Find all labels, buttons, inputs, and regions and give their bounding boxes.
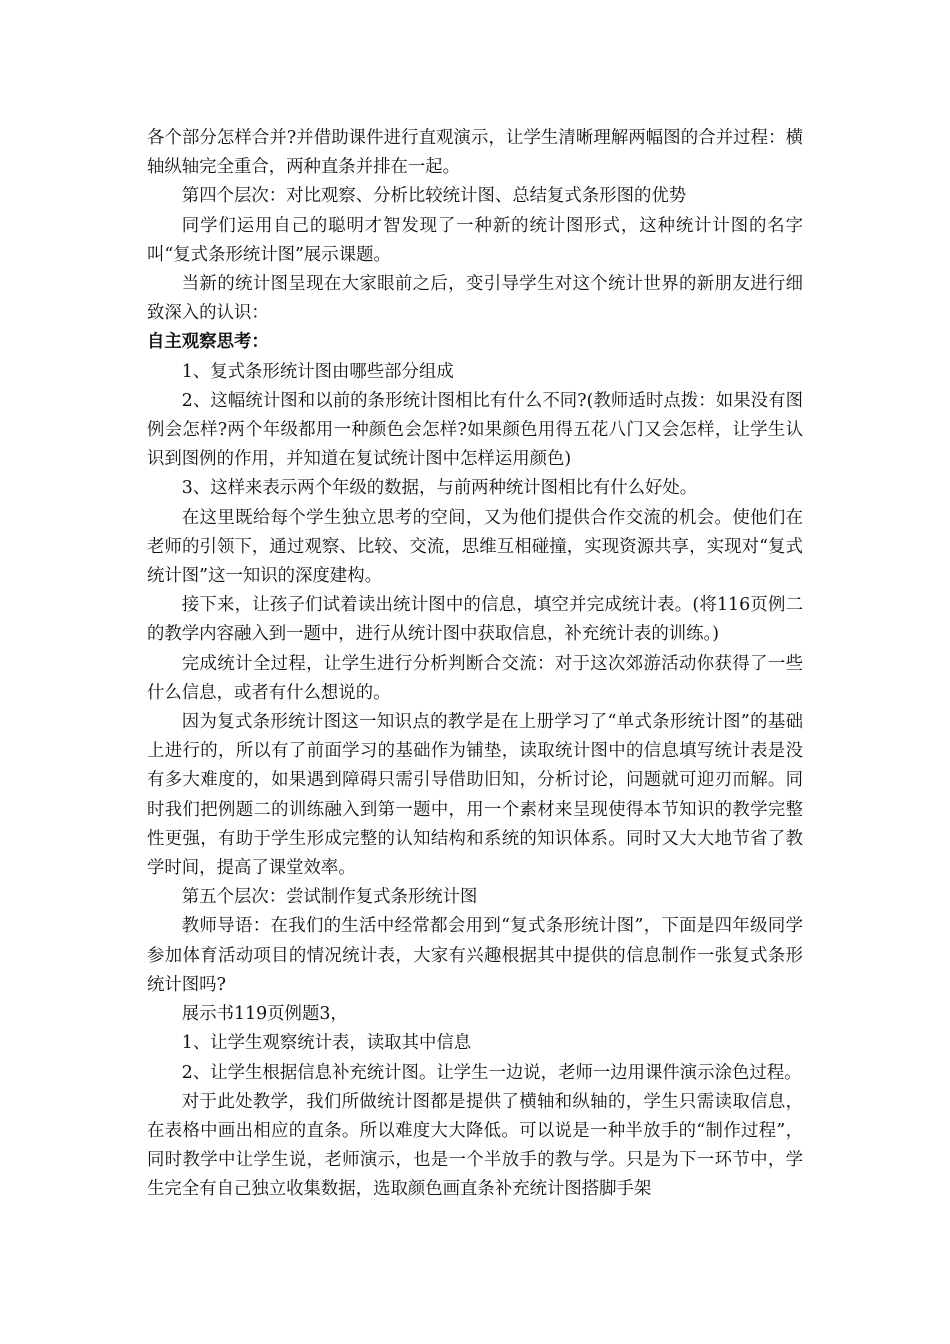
paragraph-step-1: 1、让学生观察统计表，读取其中信息 (181, 1033, 472, 1054)
paragraph-new-chart-name: 同学们运用自己的聪明才智发现了一种新的统计图形式，这种统计计图的名字叫“复式条形统计图”展示课题。 (147, 215, 803, 265)
paragraph-show-example: 展示书119页例题3， (181, 1004, 348, 1025)
paragraph-teacher-intro: 教师导语：在我们的生活中经常都会用到“复式条形统计图”，下面是四年级同学参加体育活动项目的情况统计表，大家有兴趣根据其中提供的信息制作一张复式条形统计图吗? (147, 916, 803, 995)
paragraph-cooperation: 在这里既给每个学生独立思考的空间，又为他们提供合作交流的机会。使他们在老师的引领下，通过观察、比较、交流，思维互相碰撞，实现资源共享，实现对“复式统计图”这一知识的深度建构。 (147, 507, 803, 587)
paragraph-complete-statistics: 完成统计全过程，让学生进行分析判断合交流：对于这次郊游活动你获得了一些什么信息，或者有什么想说的。 (147, 653, 803, 703)
paragraph-reasoning: 因为复式条形统计图这一知识点的教学是在上册学习了“单式条形统计图”的基础上进行的，所以有了前面学习的基础作为铺垫，读取统计图中的信息填写统计表是没有多大难度的，如果遇到障碍只需引导借助旧知，分析讨论，问题就可迎刃而解。同时我们把例题二的训练融入到第一题中，用一个素材来呈现使得本节知识的教学完整性更强，有助于学生形成完整的认知结构和系统的知识体系。同时又大大地节省了教学时间，提高了课堂效率。 (147, 712, 803, 879)
paragraph-question-1: 1、复式条形统计图由哪些部分组成 (181, 361, 454, 382)
paragraph-level-five: 第五个层次：尝试制作复式条形统计图 (181, 887, 478, 908)
paragraph-level-four: 第四个层次：对比观察、分析比较统计图、总结复式条形图的优势 (181, 186, 687, 207)
paragraph-question-2: 2、这幅统计图和以前的条形统计图相比有什么不同?(教师适时点拨：如果没有图例会怎样?两个年级都用一种颜色会怎样?如果颜色用得五花八门又会怎样，让学生认识到图例的作用，并知道在复试统计图中怎样运用颜色) (147, 390, 803, 470)
paragraph-guide-recognition: 当新的统计图呈现在大家眼前之后，变引导学生对这个统计世界的新朋友进行细致深入的认识： (147, 274, 803, 324)
paragraph-half-release: 对于此处教学，我们所做统计图都是提供了横轴和纵轴的，学生只需读取信息，在表格中画出相应的直条。所以难度大大降低。可以说是一种半放手的“制作过程”，同时教学中让学生说，老师演示，也是一个半放手的教与学。只是为下一环节中，学生完全有自己独立收集数据，选取颜色画直条补充统计图搭脚手架 (147, 1091, 803, 1200)
paragraph-merge-demo: 各个部分怎样合并?并借助课件进行直观演示，让学生清晰理解两幅图的合并过程：横轴纵轴完全重合，两种直条并排在一起。 (147, 128, 803, 178)
paragraph-question-3: 3、这样来表示两个年级的数据，与前两种统计图相比有什么好处。 (181, 478, 698, 499)
section-heading-self-observation: 自主观察思考： (147, 332, 269, 353)
paragraph-read-chart: 接下来，让孩子们试着读出统计图中的信息，填空并完成统计表。(将116页例二的教学内容融入到一题中，进行从统计图中获取信息，补充统计表的训练。) (147, 595, 803, 645)
paragraph-step-2: 2、让学生根据信息补充统计图。让学生一边说，老师一边用课件演示涂色过程。 (181, 1062, 802, 1083)
document-page (147, 124, 803, 1205)
